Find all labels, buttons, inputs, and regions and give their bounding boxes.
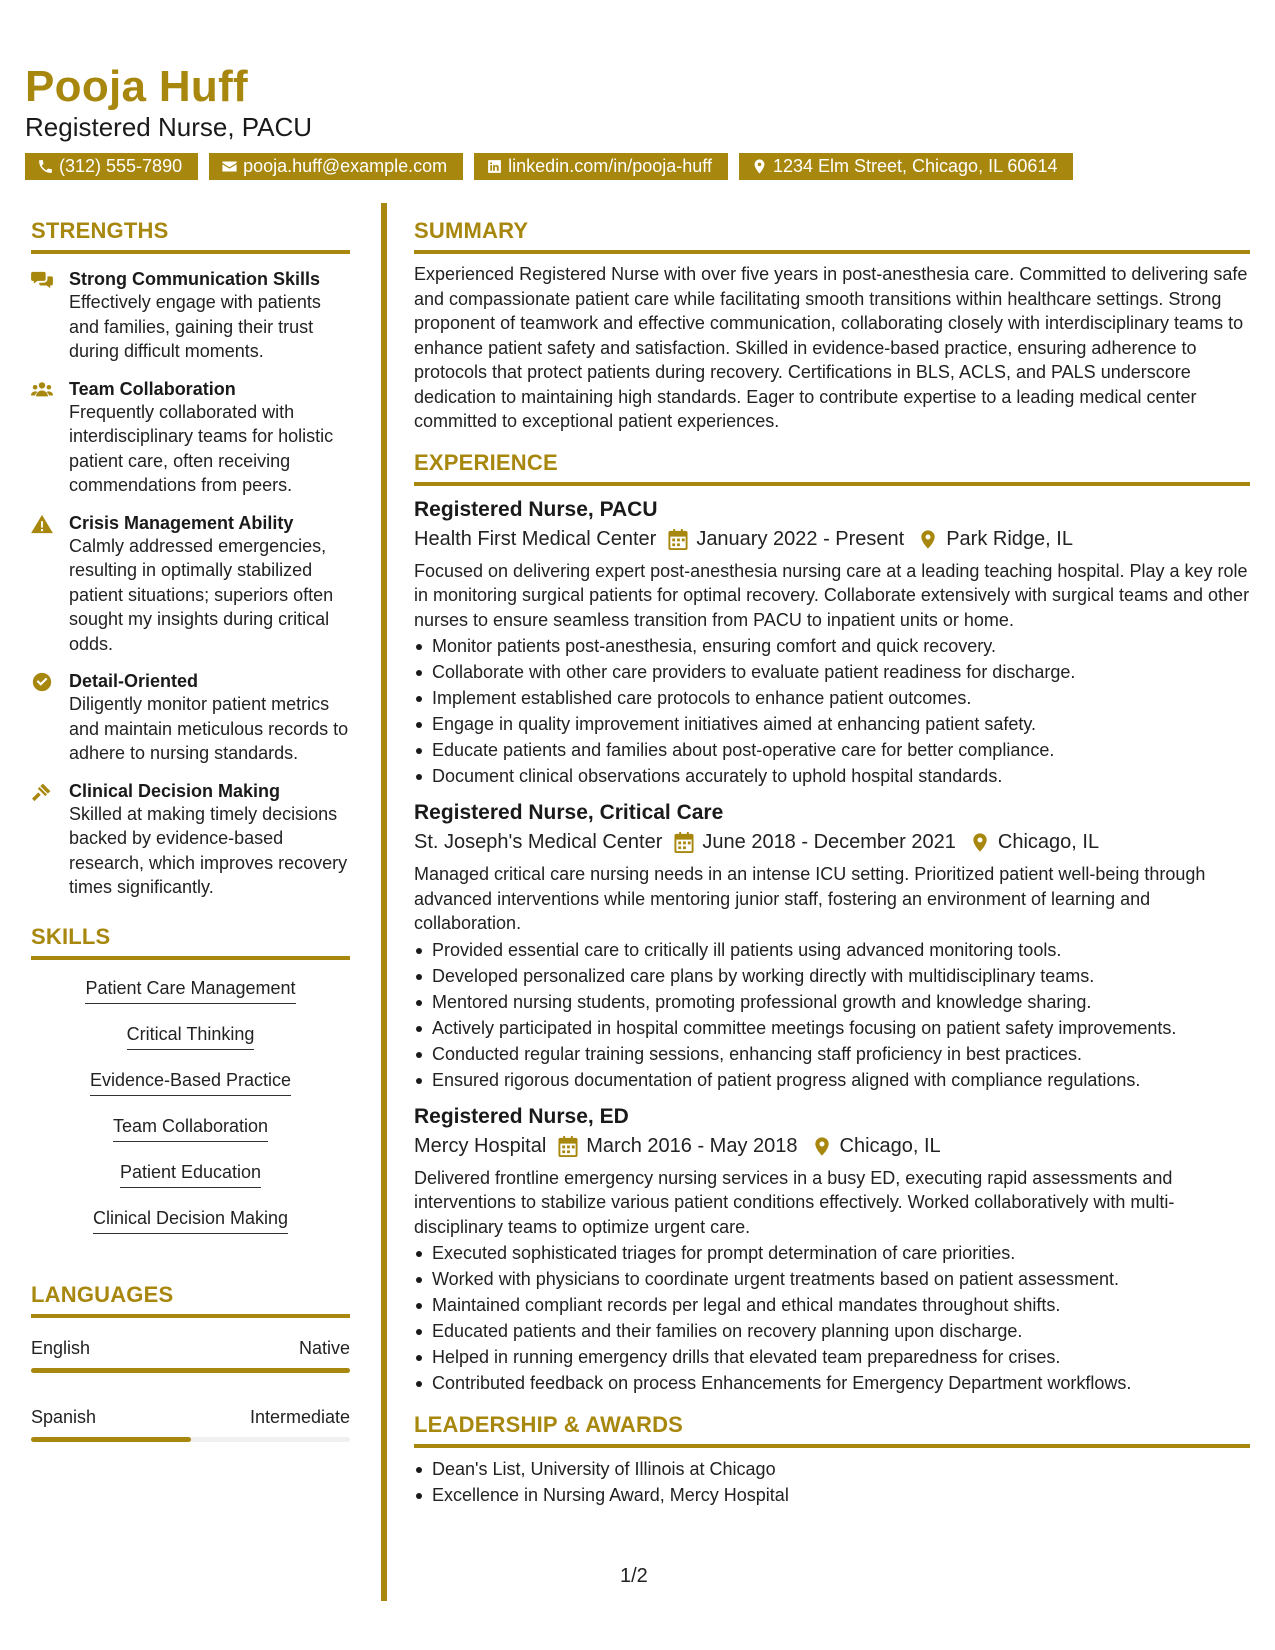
column-divider: [381, 203, 387, 1601]
language-name: English: [31, 1337, 91, 1358]
phone-text: (312) 555-7890: [59, 156, 183, 176]
language-level: Native: [298, 1337, 350, 1358]
job-bullet: Educate patients and families about post-operative care for better compliance.: [414, 737, 1250, 763]
map-pin-icon: [751, 158, 768, 175]
job-bullet: Engage in quality improvement initiatives aimed at enhancing patient safety.: [414, 711, 1250, 737]
strength-desc: Effectively engage with patients and families, gaining their trust during difficult moments.: [69, 292, 321, 361]
strength-item: [31, 268, 350, 364]
email-icon: [221, 158, 238, 175]
candidate-name: Pooja Huff: [25, 62, 248, 111]
summary-text: Experienced Registered Nurse with over five years in post-anesthesia care. Committed to delivering safe and compassionate patient care while facilitating smooth transitions within healthcare settings. Strong proponent of teamwork and effective communication, collaborating closely with interdisciplinary teams to enhance patient safety and satisfaction. Skilled in evidence-based practice, ensuring adherence to protocols that protect patients during recovery. Certifications in BLS, ACLS, and PALS underscore dedication to maintaining high standards. Eager to contribute expertise to a leading medical center committed to exceptional patient experiences.: [414, 264, 1248, 431]
strength-desc: Calmly addressed emergencies, resulting in optimally stabilized patient situations; superiors often sought my insights during critical odds.: [69, 535, 334, 654]
phone-chip[interactable]: [25, 153, 198, 180]
language-proficiency-bar: [31, 1437, 350, 1442]
job-bullet: Developed personalized care plans by working directly with multidisciplinary teams.: [414, 963, 1250, 989]
job-entry: [414, 498, 1250, 790]
skills-heading: SKILLS: [31, 924, 350, 960]
skill-tag: Patient Care Management: [85, 978, 295, 1004]
strength-item: [31, 670, 350, 766]
awards-heading: LEADERSHIP & AWARDS: [414, 1412, 1250, 1448]
right-column: [414, 218, 1250, 1508]
job-bullet: Monitor patients post-anesthesia, ensuring comfort and quick recovery.: [414, 633, 1250, 659]
calendar-icon: [668, 529, 688, 550]
job-entry-title: Registered Nurse, PACU: [414, 497, 658, 521]
strength-item: [31, 780, 350, 900]
strength-title: Crisis Management Ability: [69, 512, 294, 533]
strength-desc: Diligently monitor patient metrics and maintain meticulous records to adhere to nursing standards.: [69, 694, 349, 763]
job-location: Chicago, IL: [997, 831, 1100, 853]
email-text: pooja.huff@example.com: [243, 156, 448, 176]
page-number: 1/2: [620, 1565, 648, 1587]
address-text: 1234 Elm Street, Chicago, IL 60614: [772, 156, 1058, 176]
job-bullet: Educated patients and their families on recovery planning upon discharge.: [414, 1318, 1250, 1344]
job-bullet: Collaborate with other care providers to evaluate patient readiness for discharge.: [414, 659, 1250, 685]
calendar-icon: [558, 1136, 578, 1157]
warning-icon: [31, 514, 53, 534]
employer: Mercy Hospital: [414, 1134, 547, 1157]
job-entry-title: Registered Nurse, Critical Care: [414, 801, 724, 824]
job-bullet: Provided essential care to critically ill patients using advanced monitoring tools.: [414, 937, 1250, 963]
phone-icon: [37, 158, 54, 175]
languages-heading: LANGUAGES: [31, 1282, 350, 1318]
job-dates: January 2022 - Present: [696, 527, 905, 550]
language-proficiency-bar: [31, 1368, 350, 1373]
job-dates: June 2018 - December 2021: [702, 831, 956, 853]
strength-desc: Skilled at making timely decisions backed by evidence-based research, which improves recovery times significantly.: [69, 803, 348, 897]
strength-desc: Frequently collaborated with interdisciplinary teams for holistic patient care, often receiving commendations from peers.: [69, 401, 334, 495]
job-bullet: Contributed feedback on process Enhancements for Emergency Department workflows.: [414, 1370, 1250, 1396]
job-bullet: Actively participated in hospital committee meetings focusing on patient safety improvements.: [414, 1015, 1250, 1041]
language-proficiency-fill: [31, 1368, 350, 1373]
strength-item: [31, 378, 350, 498]
strengths-heading: STRENGTHS: [31, 218, 350, 254]
linkedin-chip[interactable]: [474, 153, 728, 180]
calendar-icon: [674, 832, 694, 853]
contact-bar: [25, 153, 1073, 180]
strength-title: Strong Communication Skills: [69, 269, 321, 289]
skill-tag: Evidence-Based Practice: [90, 1070, 291, 1096]
gavel-icon: [31, 782, 53, 802]
job-location: Park Ridge, IL: [946, 527, 1073, 550]
award-item: Dean's List, University of Illinois at Chicago: [414, 1456, 1250, 1482]
job-bullet: Conducted regular training sessions, enhancing staff proficiency in best practices.: [414, 1041, 1250, 1067]
strength-title: Team Collaboration: [69, 378, 236, 399]
language-item: [31, 1407, 350, 1442]
address-chip[interactable]: [739, 153, 1074, 180]
job-bullet: Helped in running emergency drills that elevated team preparedness for crises.: [414, 1344, 1250, 1370]
job-description: Managed critical care nursing needs in an intense ICU setting. Prioritized patient well-being through advanced interventions while mentoring junior staff, fostering an environment of learning and collaboration.: [414, 864, 1206, 933]
job-location: Chicago, IL: [839, 1134, 941, 1157]
job-bullet: Maintained compliant records per legal and ethical mandates throughout shifts.: [414, 1292, 1250, 1318]
map-pin-icon: [812, 1136, 832, 1157]
job-bullet: Implement established care protocols to enhance patient outcomes.: [414, 685, 1250, 711]
chat-bubbles-icon: [31, 270, 53, 290]
employer: St. Joseph's Medical Center: [414, 831, 663, 853]
job-bullet: Document clinical observations accurately to uphold hospital standards.: [414, 763, 1250, 789]
summary-heading: SUMMARY: [414, 218, 1250, 254]
map-pin-icon: [918, 529, 938, 550]
linkedin-icon: [486, 158, 503, 175]
strength-title: Detail-Oriented: [69, 671, 199, 691]
job-description: Delivered frontline emergency nursing services in a busy ED, executing rapid assessments and interventions to stabilize various patient conditions effectively. Worked collaboratively with multi-disciplinary teams to optimize urgent care.: [414, 1167, 1175, 1237]
skill-tag: Critical Thinking: [127, 1024, 255, 1050]
left-column: [31, 218, 350, 1442]
language-item: [31, 1338, 350, 1373]
job-entry-title: Registered Nurse, ED: [414, 1104, 629, 1128]
job-title: Registered Nurse, PACU: [25, 112, 313, 142]
job-entry: [414, 1105, 1250, 1397]
job-bullet: Executed sophisticated triages for prompt determination of care priorities.: [414, 1240, 1250, 1266]
award-item: Excellence in Nursing Award, Mercy Hospital: [414, 1482, 1250, 1508]
job-bullet: Worked with physicians to coordinate urgent treatments based on patient assessment.: [414, 1266, 1250, 1292]
job-bullet: Mentored nursing students, promoting professional growth and knowledge sharing.: [414, 989, 1250, 1015]
language-proficiency-fill: [31, 1437, 191, 1442]
skill-tag: Team Collaboration: [113, 1116, 268, 1142]
strength-item: [31, 512, 350, 657]
email-chip[interactable]: [209, 153, 463, 180]
job-description: Focused on delivering expert post-anesthesia nursing care at a leading teaching hospital. Play a key role in monitoring surgical patients for optimal recovery. Collaborate extensively with surgical teams and other nurses to ensure seamless transition from PACU to inpatient units or home.: [414, 560, 1250, 630]
employer: Health First Medical Center: [414, 527, 657, 550]
check-circle-icon: [31, 672, 53, 692]
users-icon: [31, 380, 53, 400]
strength-title: Clinical Decision Making: [69, 780, 281, 801]
language-level: Intermediate: [249, 1406, 350, 1427]
skill-tag: Patient Education: [120, 1162, 261, 1188]
skills-list: [31, 972, 350, 1248]
job-entry: [414, 801, 1250, 1093]
skill-tag: Clinical Decision Making: [93, 1208, 288, 1234]
language-name: Spanish: [31, 1406, 97, 1427]
experience-heading: EXPERIENCE: [414, 450, 1250, 486]
map-pin-icon: [970, 832, 990, 853]
job-dates: March 2016 - May 2018: [586, 1134, 798, 1157]
linkedin-text: linkedin.com/in/pooja-huff: [508, 156, 712, 176]
job-bullet: Ensured rigorous documentation of patient progress aligned with compliance regulations.: [414, 1067, 1250, 1093]
